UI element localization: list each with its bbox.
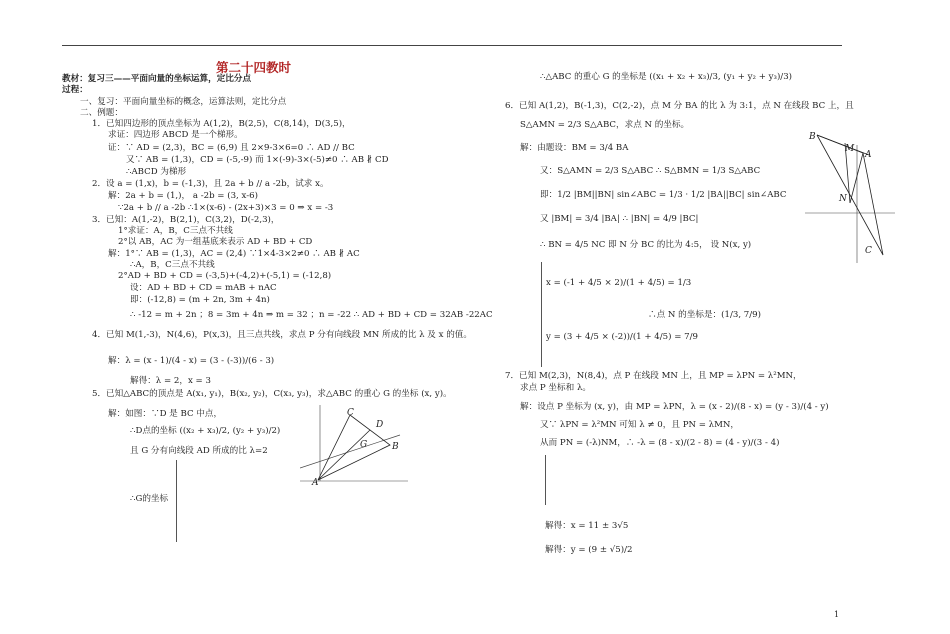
label-b2: B (809, 132, 816, 142)
centroid-result: ∴△ABC 的重心 G 的坐标是 ((x₁ + x₂ + x₃)/3, (y₁ + y₂ + y₃)/3) (540, 72, 793, 82)
ex3-sol-5: 即：(-12,8) = (m + 2n, 3m + 4n) (130, 295, 270, 305)
label-a: A (312, 478, 319, 485)
ex6-solution-x: x = (-1 + 4/5 × 2)/(1 + 4/5) = 1/3 (546, 278, 692, 288)
label-c2: C (865, 246, 872, 256)
header-rule (62, 45, 842, 46)
ex2-solution-1: 解：2a + b = (1,)， a -2b = (3, x-6) (108, 191, 258, 201)
ex3-part1: 1°求证：A，B，C三点不共线 (118, 226, 233, 236)
label-b: B (392, 442, 399, 452)
ex1-conclusion: ∴ABCD 为梯形 (126, 167, 187, 177)
ex1-statement: 1．已知四边形的顶点坐标为 A(1,2)，B(2,5)，C(8,14)，D(3,5)， (92, 119, 351, 129)
ex3-sol-2: ∴A，B，C三点不共线 (130, 260, 215, 270)
ex6-statement: 6．已知 A(1,2)，B(-1,3)，C(2,-2)，点 M 分 BA 的比 λ 为 3:1，点 N 在线段 BC 上，且 (505, 101, 854, 111)
ex6-sol-1: 解：由题设：BM = 3/4 BA (520, 143, 629, 153)
ex7-sol-3: 从而 PN = (-λ)NM，∴ -λ = (8 - x)/(2 - 8) = (4 - y)/(3 - 4) (540, 438, 780, 448)
triangle-figure (300, 405, 410, 485)
ex4-statement: 4．已知 M(1,-3)，N(4,6)，P(x,3)，且三点共线，求点 P 分有向线段 MN 所成的比 λ 及 x 的值。 (92, 330, 472, 340)
ex7-statement: 7．已知 M(2,3)，N(8,4)，点 P 在线段 MN 上，且 MP = λPN = λ²MN， (505, 371, 802, 381)
ex7-ask: 求点 P 坐标和 λ。 (520, 383, 591, 393)
textbook-line: 教材：复习三——平面向量的坐标运算，定比分点 (62, 74, 252, 84)
page-title: 第二十四教时 (216, 60, 292, 75)
ex6-sol-5: ∴ BN = 4/5 NC 即 N 分 BC 的比为 4:5， 设 N(x, y) (540, 240, 752, 250)
lambda-system-brace (545, 455, 546, 505)
n-coordinate-brace (541, 262, 542, 367)
label-d: D (376, 420, 384, 430)
ex7-solve-x: 解得：x = 11 ± 3√5 (545, 521, 629, 531)
ex4-result: 解得：λ = 2，x = 3 (130, 376, 211, 386)
label-c: C (347, 408, 354, 418)
ex6-sol-3: 即：1/2 |BM||BN| sin∠ABC = 1/3 · 1/2 |BA||BC| sin∠ABC (540, 190, 787, 200)
ex3-sol-6: ∴ -12 = m + 2n ；8 = 3m + 4n ⇒ m = 32 ；n = -22 ∴ AD + BD + CD = 32AB -22AC (130, 310, 493, 320)
process-label: 过程： (62, 85, 88, 95)
label-g: G (360, 440, 368, 450)
review-line: 一、复习：平面向量坐标的概念，运算法则，定比分点 (80, 97, 287, 107)
ex6-sol-2: 又：S△AMN = 2/3 S△ABC ∴ S△BMN = 1/3 S△ABC (540, 166, 761, 176)
ex1-proof-2: 又∵ AB = (1,3)，CD = (-5,-9) 而 1×(-9)-3×(-5)≠0 ∴ AB ∦ CD (126, 155, 389, 165)
ex2-solution-2: ∵2a + b // a -2b ∴1×(x-6) - (2x+3)×3 = 0 ⇒ x = -3 (118, 203, 334, 213)
label-a2: A (865, 150, 872, 160)
page-number: 1 (834, 610, 840, 619)
ex6-solution-y: y = (3 + 4/5 × (-2))/(1 + 4/5) = 7/9 (546, 332, 698, 342)
ex2-statement: 2．设 a = (1,x)，b = (-1,3)，且 2a + b // a -2b，试求 x。 (92, 179, 329, 189)
ex3-sol-4: 设：AD + BD + CD = mAB + nAC (130, 283, 277, 293)
ex7-solve-y: 解得：y = (9 ± √5)/2 (545, 545, 633, 555)
ex5-sol-1: 解：如图：∵D 是 BC 中点， (108, 409, 223, 419)
ex5-statement: 5．已知△ABC的顶点是 A(x₁, y₁)，B(x₂, y₂)，C(x₃, y₃)，求△ABC 的重心 G 的坐标 (x, y)。 (92, 389, 452, 399)
ex6-result: ∴点 N 的坐标是：(1/3, 7/9) (648, 310, 761, 320)
ex5-sol-4: ∴G的坐标 (130, 494, 169, 504)
ex7-sol-2: 又∵ λPN = λ²MN 可知 λ ≠ 0，且 PN = λMN， (540, 420, 740, 430)
examples-heading: 二、例题： (80, 108, 123, 118)
label-n: N (839, 194, 847, 204)
ex3-sol-1: 解：1°∵ AB = (1,3)，AC = (2,4) ∵1×4-3×2≠0 ∴ AB ∦ AC (108, 249, 360, 259)
g-coordinate-brace (176, 460, 177, 542)
ex5-sol-2: ∴D点的坐标 ((x₂ + x₃)/2, (y₂ + y₃)/2) (130, 426, 281, 436)
ex1-proof-1: 证：∵ AD = (2,3)，BC = (6,9) 且 2×9-3×6=0 ∴ AD // BC (108, 143, 355, 153)
ex5-sol-3: 且 G 分有向线段 AD 所成的比 λ=2 (130, 446, 268, 456)
ex7-sol-1: 解：设点 P 坐标为 (x, y)，由 MP = λPN，λ = (x - 2)/(8 - x) = (y - 3)/(4 - y) (520, 402, 829, 412)
ex3-part2: 2°以 AB，AC 为一组基底来表示 AD + BD + CD (118, 237, 313, 247)
ex3-sol-3: 2°AD + BD + CD = (-3,5)+(-4,2)+(-5,1) = (-12,8) (118, 271, 332, 281)
ex1-prove: 求证：四边形 ABCD 是一个梯形。 (108, 130, 243, 140)
label-m: M (845, 144, 855, 154)
ex6-sol-4: 又 |BM| = 3/4 |BA| ∴ |BN| = 4/9 |BC| (540, 214, 699, 224)
ex3-statement: 3．已知：A(1,-2)，B(2,1)，C(3,2)，D(-2,3)， (92, 215, 280, 225)
ex4-solution: 解：λ = (x - 1)/(4 - x) = (3 - (-3))/(6 - 3) (108, 356, 275, 366)
vector-figure (805, 125, 900, 265)
ex6-condition: S△AMN = 2/3 S△ABC，求点 N 的坐标。 (520, 120, 690, 130)
